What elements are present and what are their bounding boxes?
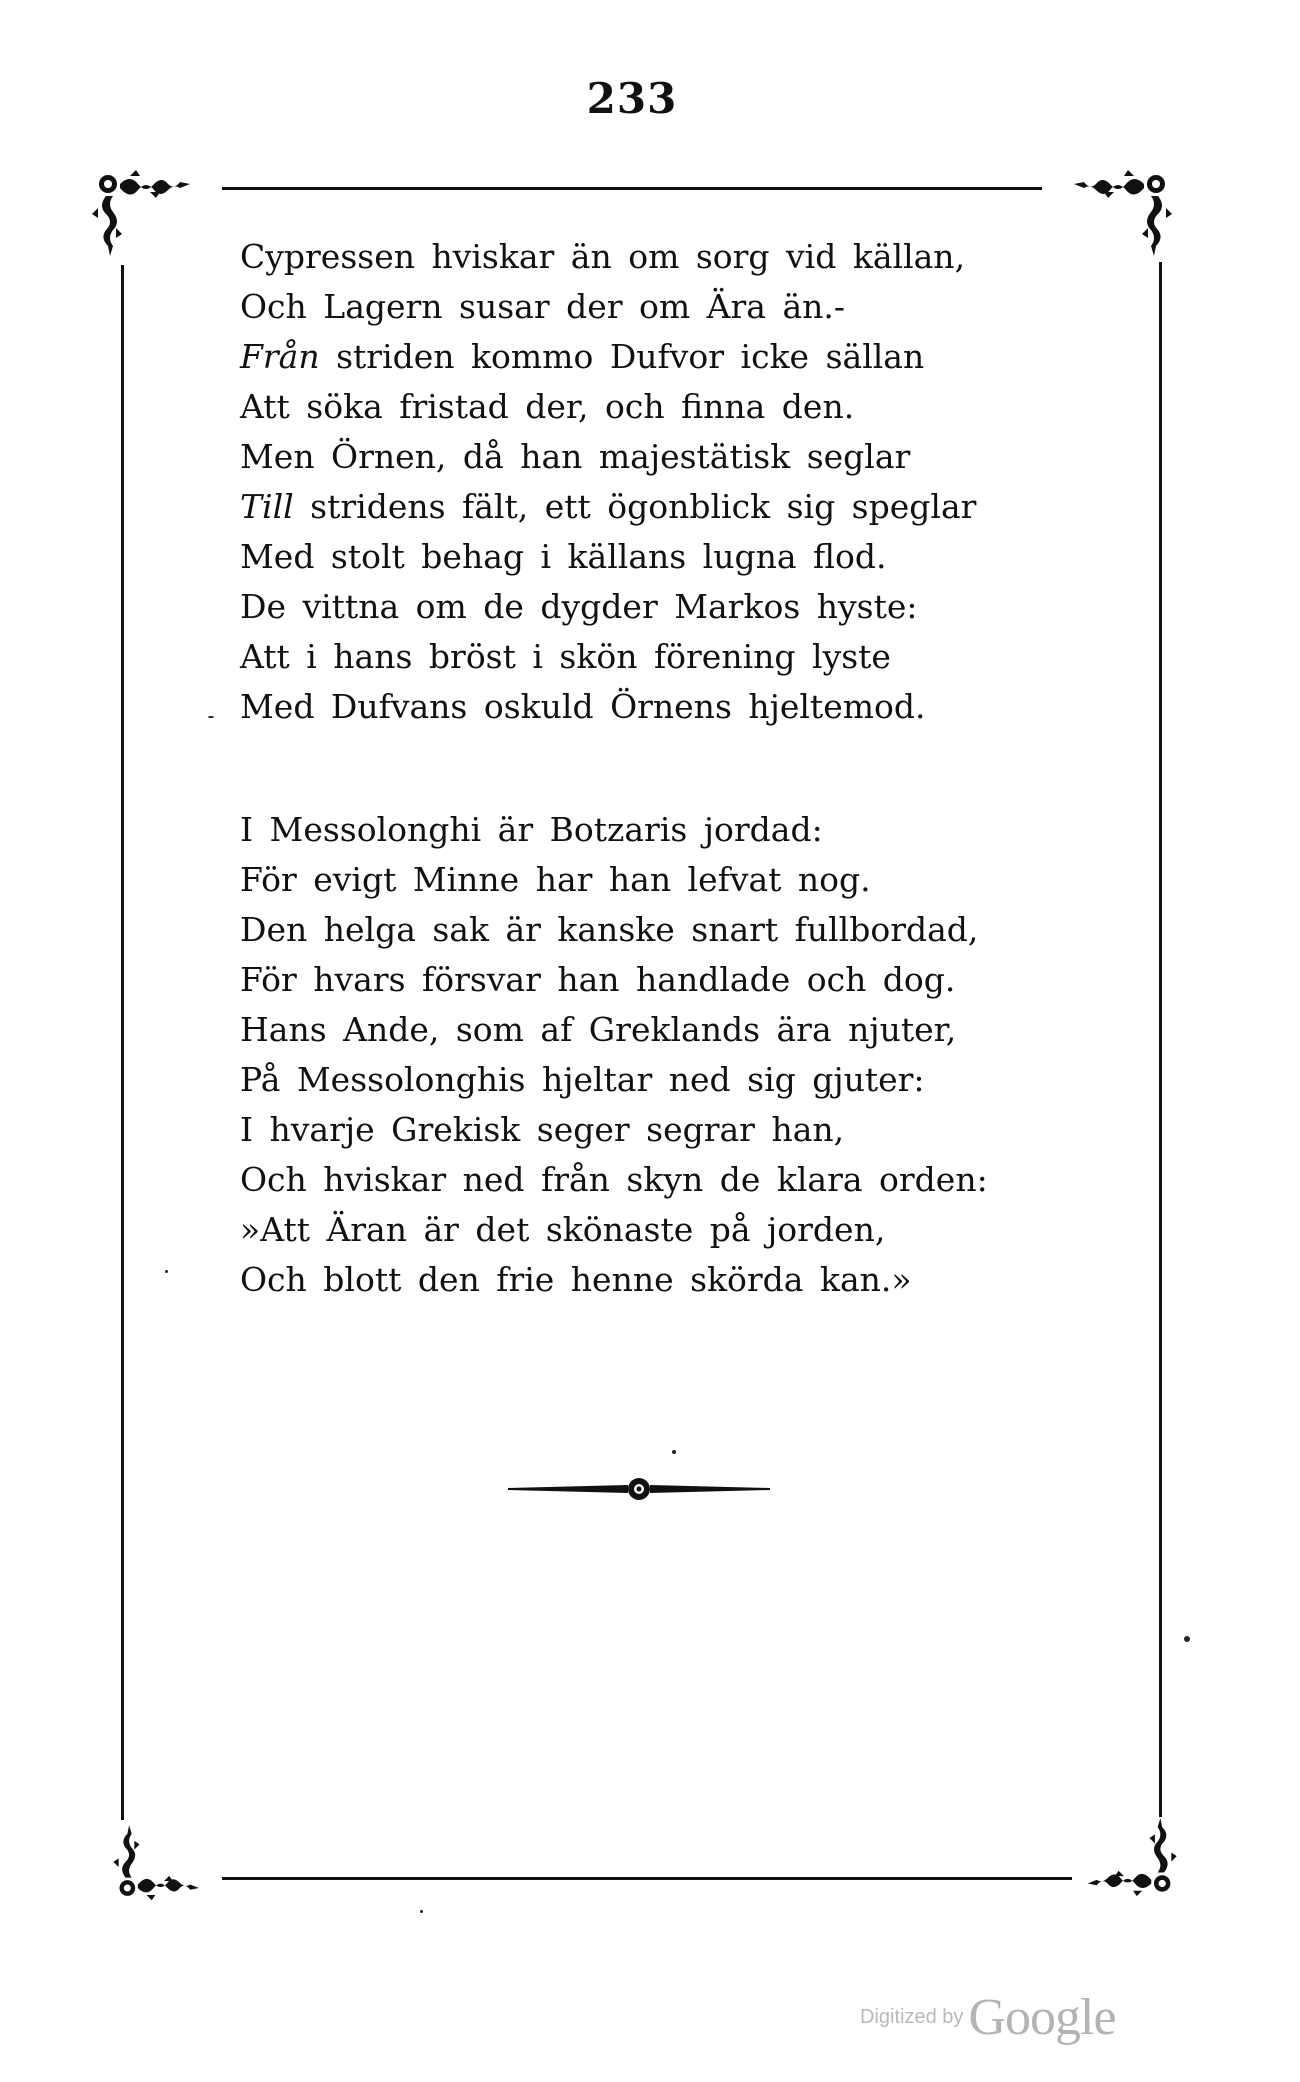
- google-logo: Google: [968, 1989, 1116, 2046]
- corner-ornament-bottom-right: [1064, 1798, 1184, 1898]
- verse-line: [240, 582, 1060, 632]
- verse-line: [240, 332, 1060, 382]
- verse-line: [240, 905, 1060, 955]
- verse-line-text: I Messolonghi är Botzaris jordad:: [240, 810, 823, 849]
- digitized-watermark: [860, 1988, 1116, 2047]
- scan-speck: [672, 1450, 676, 1454]
- corner-ornament-top-left: [90, 168, 210, 278]
- verse-line: [240, 1155, 1060, 1205]
- verse-line: [240, 805, 1060, 855]
- verse-line-text: För evigt Minne har han lefvat nog.: [240, 860, 871, 899]
- verse-line-text: Cypressen hviskar än om sorg vid källan,: [240, 237, 966, 276]
- verse-line: [240, 955, 1060, 1005]
- digitized-prefix: Digitized by: [860, 2006, 964, 2028]
- verse-line: [240, 682, 1060, 732]
- scan-speck: [420, 1910, 423, 1913]
- scan-speck: [165, 1270, 168, 1273]
- verse-line-text: För hvars försvar han handlade och dog.: [240, 960, 956, 999]
- verse-line: [240, 1255, 1060, 1305]
- verse-line: [240, 282, 1060, 332]
- verse-line-text: Och blott den frie henne skörda kan.»: [240, 1260, 912, 1299]
- verse-line-text: Att i hans bröst i skön förening lyste: [240, 637, 891, 676]
- verse-line-text: Hans Ande, som af Greklands ära njuter,: [240, 1010, 957, 1049]
- verse-line: [240, 1105, 1060, 1155]
- verse-line: [240, 1005, 1060, 1055]
- stanza-2: [240, 805, 1060, 1305]
- scan-speck: [208, 716, 214, 718]
- verse-line-text: Men Örnen, då han majestätisk seglar: [240, 437, 911, 476]
- verse-line: [240, 232, 1060, 282]
- verse-line: [240, 382, 1060, 432]
- frame-top-rule: [222, 187, 1042, 190]
- fleuron-ornament: [508, 1472, 770, 1506]
- verse-line-text: På Messolonghis hjeltar ned sig gjuter:: [240, 1060, 925, 1099]
- frame-left-rule: [121, 265, 124, 1820]
- verse-line: [240, 855, 1060, 905]
- verse-line-text: De vittna om de dygder Markos hyste:: [240, 587, 918, 626]
- verse-line-lead: Från: [240, 337, 320, 376]
- verse-line-text: Med Dufvans oskuld Örnens hjeltemod.: [240, 687, 926, 726]
- verse-line: [240, 432, 1060, 482]
- verse-line-text: Och Lagern susar der om Ära än.-: [240, 287, 846, 326]
- corner-ornament-bottom-left: [104, 1806, 224, 1902]
- page-number: 233: [586, 74, 678, 123]
- verse-line-text: I hvarje Grekisk seger segrar han,: [240, 1110, 845, 1149]
- verse-line-text: stridens fält, ett ögonblick sig speglar: [293, 487, 977, 526]
- verse-line: [240, 482, 1060, 532]
- verse-line: [240, 632, 1060, 682]
- verse-line: [240, 532, 1060, 582]
- verse-line-lead: Till: [240, 487, 294, 526]
- verse-line-text: »Att Äran är det skönaste på jorden,: [240, 1210, 886, 1249]
- verse-line: [240, 1205, 1060, 1255]
- verse-line-text: Att söka fristad der, och finna den.: [240, 387, 855, 426]
- frame-bottom-rule: [222, 1877, 1072, 1880]
- corner-ornament-top-right: [1054, 168, 1174, 278]
- verse-line-text: Den helga sak är kanske snart fullbordad,: [240, 910, 979, 949]
- verse-line-text: Med stolt behag i källans lugna flod.: [240, 537, 887, 576]
- scan-speck: [1184, 1636, 1190, 1642]
- verse-line-text: Och hviskar ned från skyn de klara orden:: [240, 1160, 988, 1199]
- verse-line: [240, 1055, 1060, 1105]
- verse-line-text: striden kommo Dufvor icke sällan: [319, 337, 925, 376]
- stanza-1: [240, 232, 1060, 732]
- frame-right-rule: [1159, 262, 1162, 1817]
